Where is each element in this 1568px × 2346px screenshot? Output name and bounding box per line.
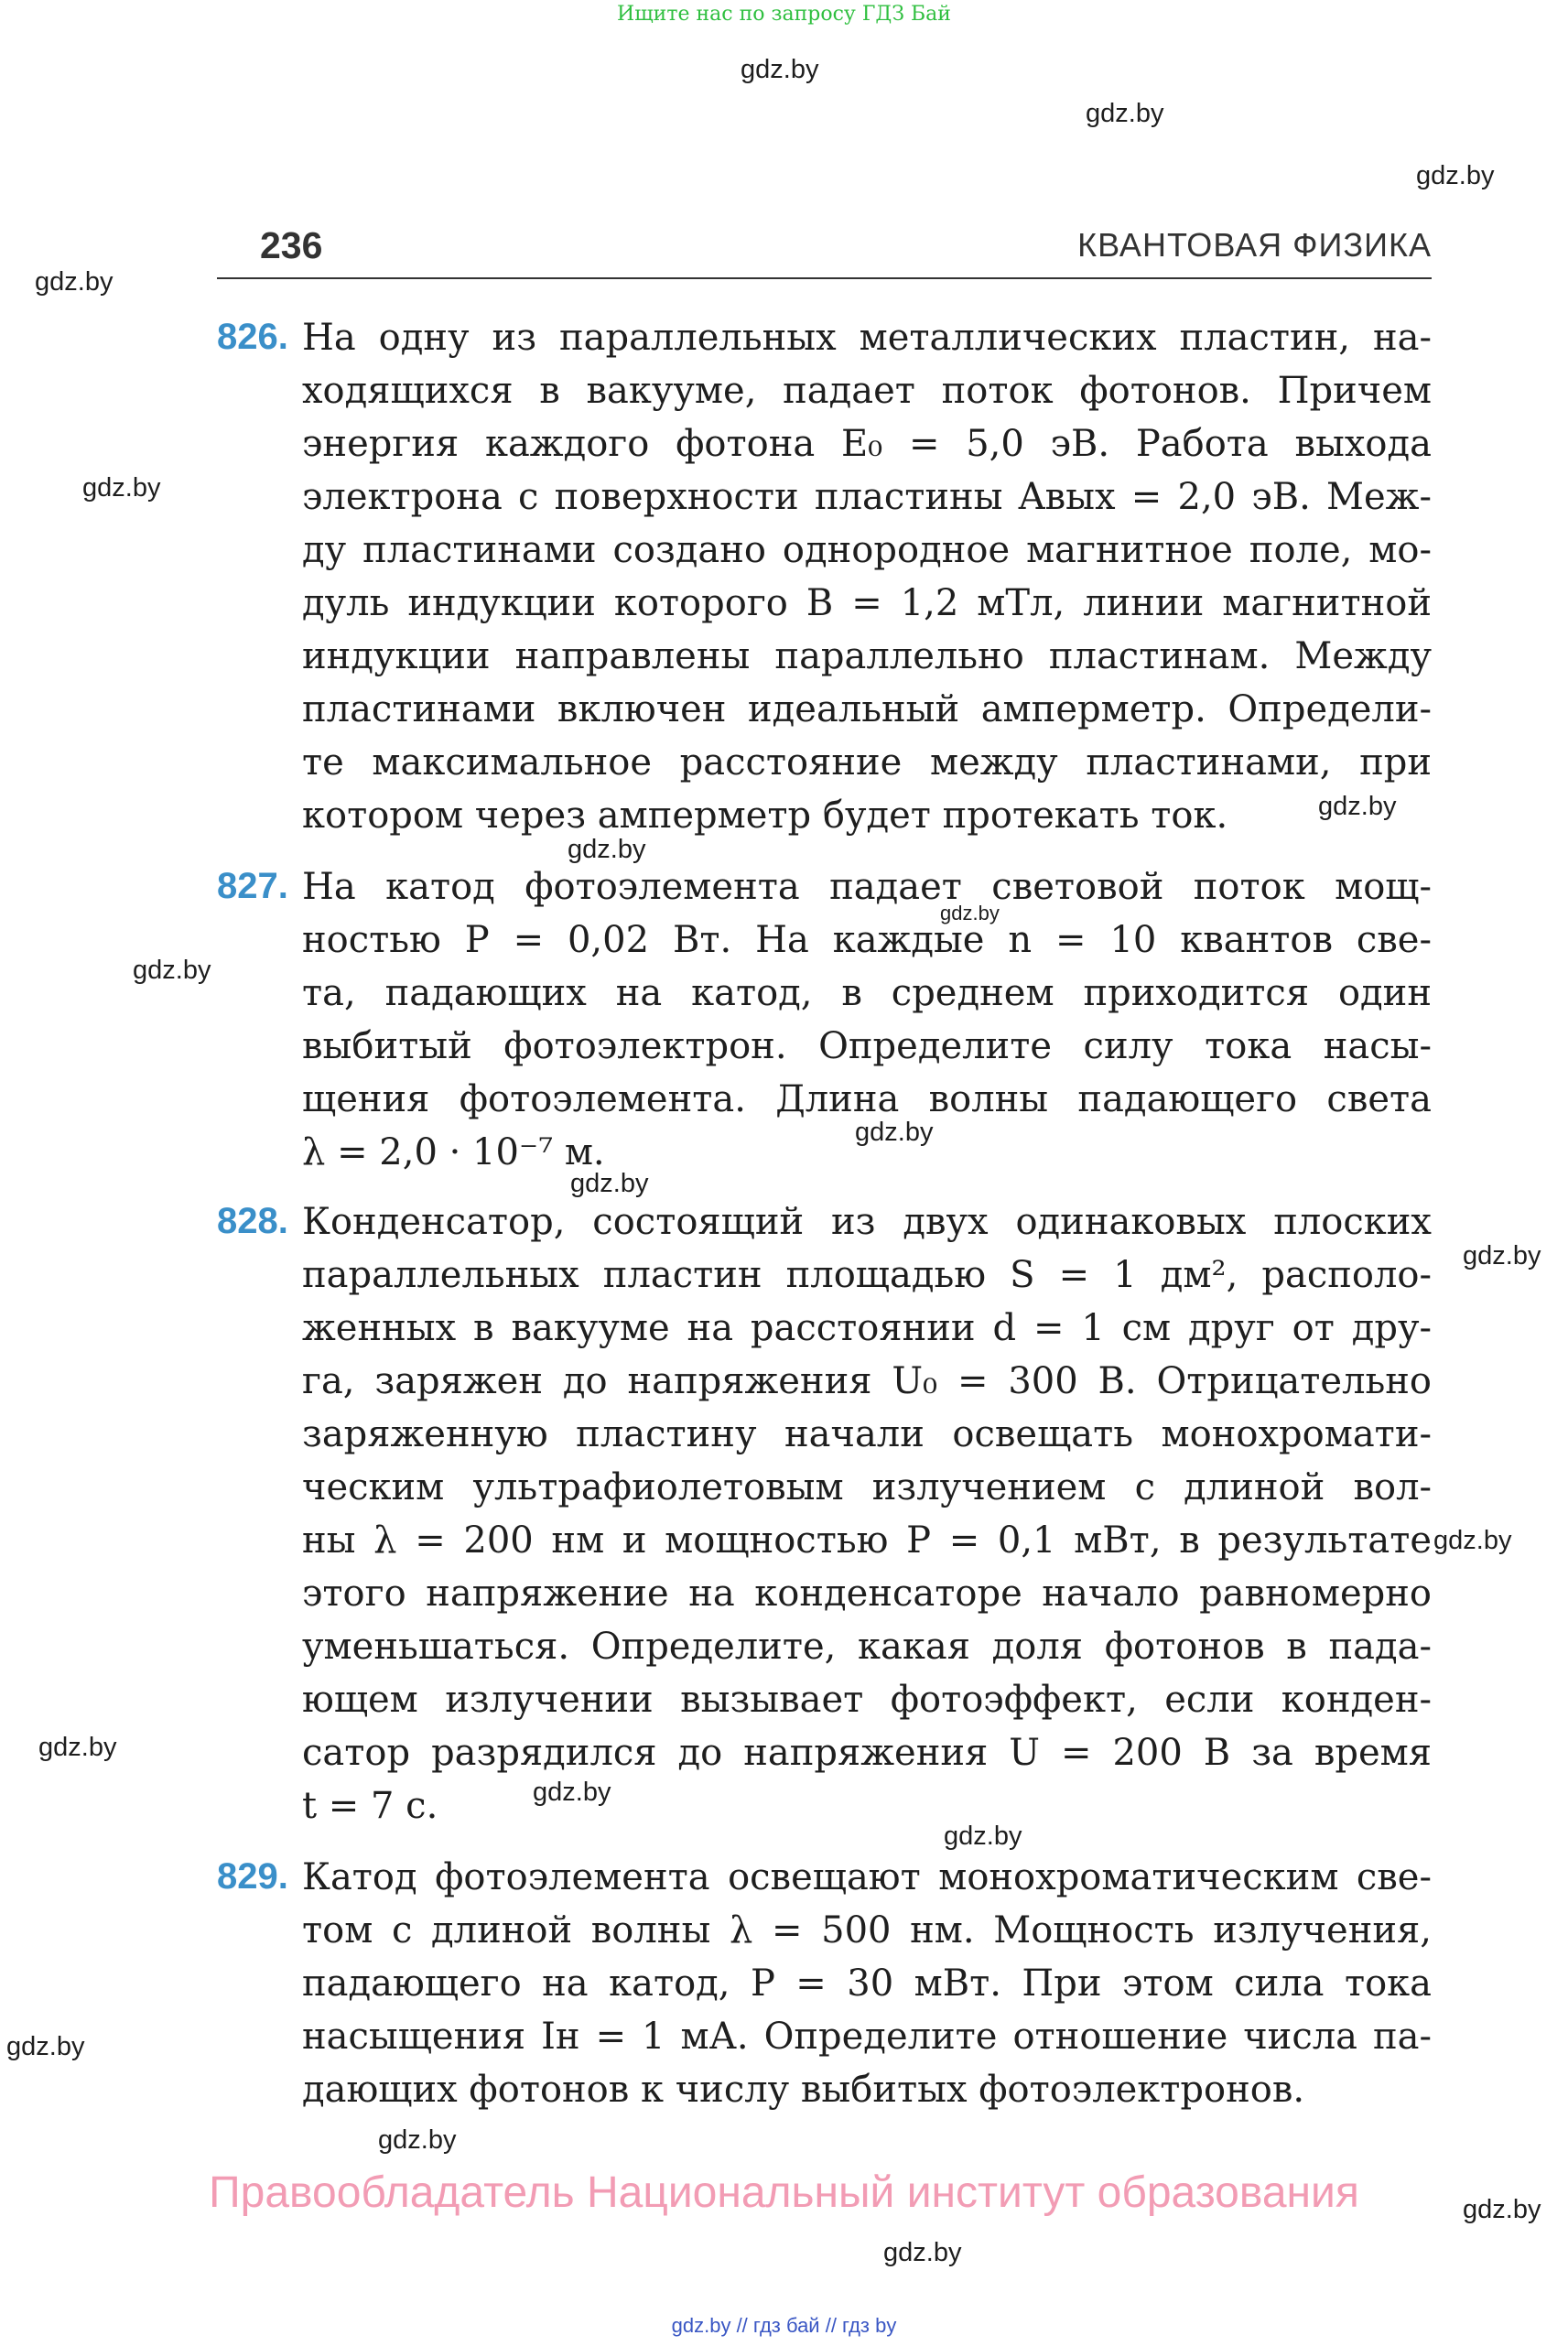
text-line: λ = 2,0 · 10⁻⁷ м. (302, 1131, 605, 1173)
text-line: щения фотоэлемента. Длина волны падающего света (302, 1078, 1432, 1120)
text-line: дающих фотонов к числу выбитых фотоэлектронов. (302, 2069, 1305, 2111)
text-line: насыщения Iн = 1 мА. Определите отношение числа па- (302, 2016, 1432, 2058)
watermark: gdz.by (855, 1118, 934, 1147)
text-line: дуль индукции которого B = 1,2 мТл, линии магнитной (302, 582, 1432, 624)
text-line: ходящихся в вакууме, падает поток фотонов. Причем (302, 370, 1432, 412)
watermark: gdz.by (133, 956, 211, 985)
text-line: том с длиной волны λ = 500 нм. Мощность излучения, (302, 1909, 1432, 1951)
problem-text (302, 860, 1432, 1179)
watermark: gdz.by (533, 1778, 611, 1807)
problem-number: 826. (217, 317, 288, 357)
watermark: gdz.by (6, 2032, 85, 2061)
watermark: gdz.by (568, 835, 646, 864)
text-line: параллельных пластин площадью S = 1 дм², располо- (302, 1254, 1432, 1296)
text-line: ющем излучении вызывает фотоэффект, если конден- (302, 1679, 1432, 1721)
text-line: ческим ультрафиолетовым излучением с длиной вол- (302, 1466, 1432, 1508)
text-line: уменьшаться. Определите, какая доля фотонов в пада- (302, 1626, 1432, 1668)
text-line: те максимальное расстояние между пластинами, при (302, 741, 1432, 784)
section-title: КВАНТОВАЯ ФИЗИКА (1077, 226, 1432, 264)
text-line: пластинами включен идеальный амперметр. Определи- (302, 688, 1432, 730)
text-line: падающего на катод, P = 30 мВт. При этом сила тока (302, 1962, 1432, 2005)
text-line: На одну из параллельных металлических пластин, на- (302, 317, 1432, 359)
text-line: ны λ = 200 нм и мощностью P = 0,1 мВт, в результате (302, 1519, 1432, 1562)
watermark: gdz.by (1416, 161, 1495, 190)
problem-number: 827. (217, 866, 288, 906)
text-line: выбитый фотоэлектрон. Определите силу тока насы- (302, 1025, 1432, 1067)
text-line: индукции направлены параллельно пластинам. Между (302, 635, 1432, 677)
text-line: ду пластинами создано однородное магнитное поле, мо- (302, 529, 1432, 571)
problem-text (302, 311, 1432, 842)
copyright-notice: Правообладатель Национальный институт образования (209, 2168, 1359, 2217)
watermark: gdz.by (82, 473, 161, 503)
watermark: gdz.by (883, 2238, 962, 2267)
watermark: gdz.by (1086, 99, 1164, 128)
watermark: gdz.by (944, 1822, 1022, 1851)
problem-number: 828. (217, 1201, 288, 1241)
text-line: этого напряжение на конденсаторе начало равномерно (302, 1573, 1432, 1615)
footer-links[interactable]: gdz.by // гдз бай // гдз by (671, 2314, 897, 2337)
text-line: энергия каждого фотона E₀ = 5,0 эВ. Работа выхода (302, 423, 1432, 465)
watermark: gdz.by (1463, 2195, 1541, 2224)
text-line: ностью P = 0,02 Вт. На каждые n = 10 квантов све- (302, 919, 1432, 961)
watermark: gdz.by (1433, 1526, 1512, 1555)
text-line: Конденсатор, состоящий из двух одинаковых плоских (302, 1201, 1432, 1243)
watermark: gdz.by (378, 2125, 457, 2155)
text-line: та, падающих на катод, в среднем приходится один (302, 972, 1432, 1014)
watermark: gdz.by (570, 1169, 649, 1198)
watermark: gdz.by (940, 902, 1000, 924)
text-line: женных в вакууме на расстоянии d = 1 см друг от дру- (302, 1307, 1432, 1349)
watermark: gdz.by (1463, 1241, 1541, 1270)
watermark: gdz.by (1318, 792, 1397, 821)
search-banner: Ищите нас по запросу ГДЗ Бай (617, 3, 951, 26)
watermark: gdz.by (35, 267, 114, 297)
text-line: электрона с поверхности пластины Aвых = 2,0 эВ. Меж- (302, 476, 1432, 518)
text-line: Катод фотоэлемента освещают монохроматическим све- (302, 1856, 1432, 1898)
watermark: gdz.by (38, 1733, 117, 1762)
watermark: gdz.by (741, 55, 819, 84)
page-number: 236 (260, 224, 323, 266)
text-line: га, заряжен до напряжения U₀ = 300 В. Отрицательно (302, 1360, 1432, 1402)
text-line: t = 7 с. (302, 1785, 438, 1827)
problem-text (302, 1851, 1432, 2116)
text-line: сатор разрядился до напряжения U = 200 В за время (302, 1732, 1432, 1774)
text-line: котором через амперметр будет протекать ток. (302, 795, 1228, 837)
problem-number: 829. (217, 1856, 288, 1897)
problem-text (302, 1195, 1432, 1832)
text-line: На катод фотоэлемента падает световой поток мощ- (302, 866, 1432, 908)
header-divider (217, 277, 1432, 279)
text-line: заряженную пластину начали освещать монохромати- (302, 1413, 1432, 1455)
